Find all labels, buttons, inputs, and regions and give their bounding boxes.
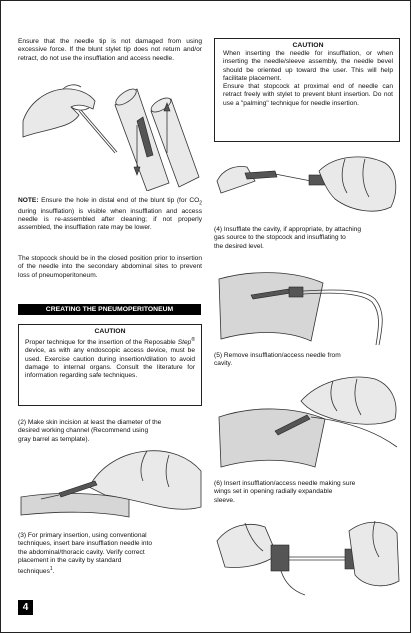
step-3-instruction: [18, 532, 202, 577]
step-5-instruction: (5) Remove insufflation/access needle from cavity.: [214, 352, 341, 368]
caution-box-left: [18, 324, 202, 406]
step-2-instruction: (2) Make skin incision at least the diameter of the desired working channel (Recommend using gray barrel as template).: [18, 419, 162, 443]
footnote-marker: 1: [49, 566, 53, 573]
step-3-end: .: [52, 568, 55, 576]
insufflation-illustration: [215, 259, 401, 349]
note-text-end: during insufflation) is visible when insufflation and access needle is re-assembled after cleaning; if not properly assembled, the insufflation rate may be lower.: [18, 207, 202, 232]
caution-text-start: Proper technique for the insertion of the Reposable: [25, 339, 178, 347]
caution-box-right: [214, 38, 400, 142]
sleeve-insertion-illustration: [215, 511, 401, 599]
registered-mark: ®: [191, 337, 195, 343]
note-text-start: Ensure the hole in distal end of the blunt tip (for CO: [38, 197, 200, 204]
cleaning-note: [18, 197, 202, 233]
step-3-text: (3) For primary insertion, using conventional techniques, insert bare insufflation needle into the abdominal/thoracic cavity. Verify correct placement in the cavity by standard techniques: [18, 532, 153, 576]
caution-text-end: device, as with any endoscopic access device, must be used. Exercise caution during insertion/dilation to avoid damage to internal organs. Consult the literature for information regarding safe techniques.: [25, 347, 195, 380]
needle-removal-illustration: [215, 371, 401, 471]
caution-title-right: CAUTION: [292, 42, 324, 49]
caution-text-left: [25, 336, 195, 381]
note-subscript: 2: [199, 200, 202, 207]
stopcock-instruction: The stopcock should be in the closed position prior to insertion of the needle into the secondary abdominal sites to prevent loss of pneumoperitoneum.: [18, 255, 202, 279]
needle-tip-warning: Ensure that the needle tip is not damaged from using excessive force. If the blunt stylet tip does not return and/or retract, do not use the insufflation and access needle.: [18, 38, 202, 62]
stopcock-attach-illustration: [215, 151, 401, 221]
caution-title-left: CAUTION: [94, 328, 126, 335]
note-label: NOTE:: [18, 197, 39, 204]
needle-stylet-illustration: [19, 81, 203, 191]
step-4-instruction: (4) Insufflate the cavity, if appropriate, by attaching gas source to the stopcock and insufflating to the desired level.: [214, 226, 362, 250]
skin-incision-illustration: [19, 447, 203, 527]
section-heading-pneumoperitoneum: CREATING THE PNEUMOPERITONEUM: [18, 304, 201, 315]
step-device-name: Step: [177, 339, 192, 347]
caution-text-right: When inserting the needle for insufflation, or when inserting the needle/sleeve assembly, the needle bevel should be oriented up toward the user. This will help facilitate placement. Ensure that stopcock at proximal end of needle can retract freely with stylet to prevent blunt insertion. Do not use a "palming" technique for needle insertion.: [223, 50, 393, 107]
step-6-instruction: (6) Insert insufflation/access needle making sure wings set in opening radially expandable sleeve.: [214, 480, 356, 504]
page-number: 4: [18, 600, 33, 615]
